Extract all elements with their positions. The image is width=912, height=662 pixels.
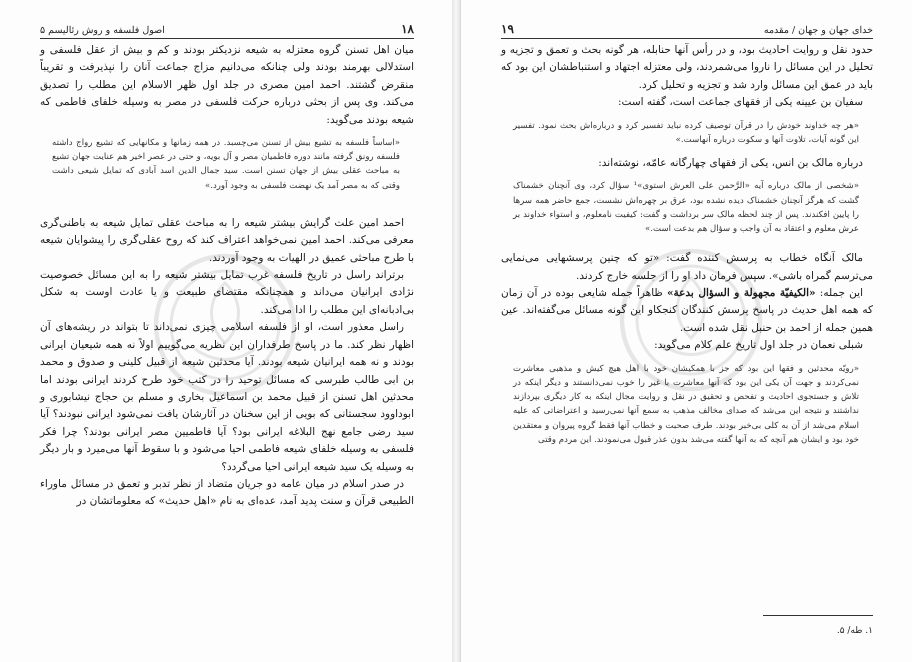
- text-run: ظاهراً جمله شایعی بوده در آن زمان که همه اهل حدیث در پاسخ پرسش کنندگان کنجکاو این گونه مسائل می‌گفته‌اند. عین همین جمله از احمد بن حنبل نقل شده است.: [501, 287, 873, 334]
- paragraph: مالک آنگاه خطاب به پرسش کننده گفت: «تو که چنین پرسشهایی می‌نمایی می‌ترسم گمراه باشی». سپس فرمان داد او را از جلسه خارج کردند.: [501, 252, 873, 282]
- text-run: این جمله:: [815, 287, 863, 300]
- header-rule: [501, 38, 873, 39]
- quotation: «اساساً فلسفه به تشیع بیش از تسنن می‌چسبد. در همه زمانها و مکانهایی که تشیع رواج داشته فلسفه رونق گرفته مانند دوره فاطمیان مصر و آل بویه، و حتی در عصر اخیر هم عنایت جهان تشیع به مباحث عقلی بیش از جهان تسنن است. سید جمال الدین اسد آبادی که تمایل شیعی داشت وقتی که به مصر آمد یک نهضت فلسفی به وجود آورد.»: [52, 138, 400, 191]
- paragraph: حدود نقل و روایت احادیث بود، و در رأس آنها حنابله، هر گونه بحث و تعمق و تجزیه و تحلیل در این مسائل را ناروا می‌شمردند، ولی معتزله اجتهاد و استنباطشان این بود که باید در عمق این مسائل وارد شد و تجزیه و تحلیل کرد.: [501, 44, 873, 91]
- paragraph: درباره مالک بن انس، یکی از فقهای چهارگانه عامّه، نوشته‌اند:: [598, 157, 863, 170]
- paragraph: سفیان بن عیینه یکی از فقهای جماعت است، گفته است:: [617, 96, 863, 109]
- paragraph: برتراند راسل در تاریخ فلسفه غرب تمایل بیشتر شیعه را به این مسائل خصوصیت نژادی ایرانیان می‌داند و همچنانکه مقتضای طبیعت و یا عادت اوست به شکل بی‌ادبانه‌ای این مطلب را ادا می‌کند.: [40, 269, 414, 316]
- paragraph: راسل معذور است، او از فلسفه اسلامی چیزی نمی‌داند تا بتواند در ریشه‌های آن اظهار نظر کند. ما در پاسخ طرفداران این نظریه می‌گوییم اولاً نه همه شیعیان ایرانی بودند و نه همه ایرانیان شیعه بودند. آیا محدثین شیعه از قبیل کلینی و صدوق و محمد بن ابی طالب طبرسی که مسائل توحید را در کتب خود طرح کردند ایرانی بودند اما محدثین اهل تسنن از قبیل محمد بن اسماعیل بخاری و مسلم بن حجاج نیشابوری و ابوداوود سجستانی که بویی از این سخنان در آثارشان یافت نمی‌شود ایرانی نبودند؟ آیا سید رضی جامع نهج البلاغه ایرانی بود؟ آیا فاطمیین مصر ایرانی بودند؟ چرا فکر فلسفی به وسیله خلفای شیعه فاطمی احیا می‌شود و با سقوط آنها می‌میرد و بار دیگر به وسیله یک سید شیعه ایرانی احیا می‌گردد؟: [40, 321, 414, 473]
- paragraph: در صدر اسلام در میان عامه دو جریان متضاد از نظر تدبر و تعمق در مسائل ماوراء الطبیعی قرآن و سنت پدید آمد، عده‌ای به نام «اهل حدیث» که معلوماتشان در: [40, 477, 414, 508]
- running-title: خدای جهان و جهان / مقدمه: [763, 25, 873, 36]
- quotation: «رویّه محدثین و فقها این بود که جز با همکیشان خود با اهل هیچ کیش و مذهبی معاشرت نمی‌کردند و جهت آن یکی این بود که آنها معاشرت با غیر را خوب نمی‌دانستند و دیگر اینکه در تلاش و جستجوی احادیث و تفحص و تحقیق در نقل و روایت مجال اینکه به کار دیگری بپردازند نداشتند و نتیجه این می‌شد که صدای مخالف مذهب به سمع آنها نمی‌رسید و اعتراضاتی که علیه اسلام می‌شد از آن به کلی بی‌خبر بودند. طرف صحبت و خطاب آنها فقط گروه پیروان و معتقدین خود بود و ایشان هم آنچه که به آنها گفته می‌شد بدون عذر قبول می‌نمودند. این مردم وقتی: [513, 363, 859, 445]
- quotation: «شخصی از مالک درباره آیه «الرَّحمن علی العرش استوی»¹ سؤال کرد، وی آنچنان خشمناک گشت که هرگز آنچنان خشمناک دیده نشده بود، عرق بر چهره‌اش نشست، جمع حاضر همه سرها را پایین افکندند. پس از چند لحظه مالک سر برداشت و گفت: کیفیت نامعلوم، و استواء خداوند بر عرش معلوم و اعتقاد به آن واجب و سؤال هم بدعت است.»: [513, 181, 859, 235]
- page-body: [40, 42, 414, 511]
- page-header: [40, 20, 414, 36]
- running-title: اصول فلسفه و روش رئالیسم ۵: [40, 25, 165, 36]
- footnote-rule: [763, 615, 873, 616]
- paragraph: میان اهل تسنن گروه معتزله به شیعه نزدیکتر بودند و کم و بیش از عقل فلسفی و استدلالی بهرمند بودند ولی چنانکه می‌دانیم مزاج جماعت آنان را نپذیرفت و تقریباً منقرض گشتند. احمد امین مصری در جلد اول ظهر الاسلام این مطلب را تصدیق می‌کند. وی پس از بحثی درباره حرکت فلسفی در مصر به وسیله خلفای فاطمی که شیعه بودند می‌گوید:: [40, 44, 414, 126]
- paragraph: شبلی نعمان در جلد اول تاریخ علم کلام می‌گوید:: [654, 339, 863, 352]
- page-body: [501, 42, 873, 455]
- page-header: [501, 20, 873, 36]
- bold-phrase: «الکیفیّة مجهولة و السؤال بدعة»: [666, 287, 816, 300]
- paragraph: [501, 285, 873, 337]
- quotation: «هر چه خداوند خودش را در قرآن توصیف کرده نباید تفسیر کرد و درباره‌اش بحث نمود. تفسیر این گونه آیات، تلاوت آنها و سکوت درباره آنهاست.»: [513, 120, 859, 145]
- page-number: ۱۹: [501, 22, 514, 36]
- footnote: ۱. طه/ ۵.: [836, 626, 873, 636]
- paragraph: احمد امین علت گرایش بیشتر شیعه را به مباحث عقلی تمایل شیعه به باطنی‌گری معرفی می‌کند. احمد امین نمی‌خواهد اعتراف کند که روح عقلی‌گری را پیشوایان شیعه با طرح مباحثی عمیق در الهیات به وجود آوردند.: [40, 216, 414, 264]
- book-gutter: [452, 0, 460, 662]
- page-number: ۱۸: [401, 22, 414, 36]
- page-18: [0, 0, 453, 662]
- header-rule: [40, 38, 414, 39]
- page-19: [460, 0, 912, 662]
